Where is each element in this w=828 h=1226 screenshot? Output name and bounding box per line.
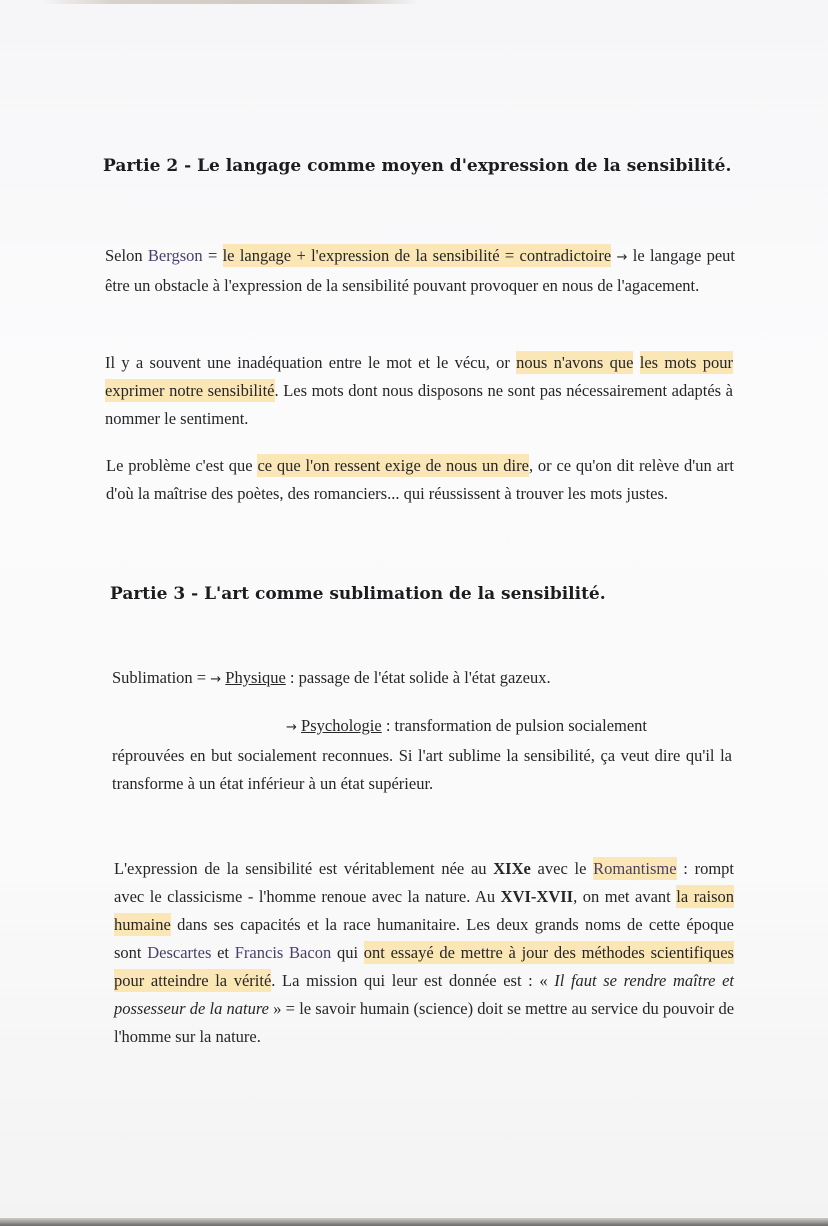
- history-paragraph: [114, 855, 734, 1051]
- sheet-top-edge: [40, 0, 420, 4]
- text: qui: [331, 943, 364, 962]
- text: réprouvées en but socialement reconnues. Si l'art sublime la sensibilité, ça veut dire qu'il la transforme à un état inférieur à un état supérieur.: [112, 746, 732, 793]
- text: =: [202, 246, 223, 265]
- highlight: les mots pour exprimer notre sensibilité: [105, 353, 734, 400]
- text: : transformation de pulsion socialement: [381, 716, 648, 735]
- quote: Il faut se rendre: [554, 971, 667, 990]
- part-2-heading: Partie 2 - Le langage comme moyen d'expression de la sensibilité.: [103, 156, 732, 176]
- quote: maître et possesseur de la nature: [114, 971, 735, 1018]
- highlight: ce que l'on ressent exige de nous un dire: [257, 456, 529, 475]
- text: . Les mots dont nous disposons ne sont pas nécessairement adaptés à nommer le sentiment.: [105, 381, 733, 428]
- sheet-bottom-edge: [0, 1218, 828, 1226]
- highlight: nous n'avons que: [516, 353, 634, 372]
- highlight: pour atteindre la vérité: [114, 971, 272, 990]
- text: avec le: [530, 859, 587, 878]
- part-2-paragraph-2: [105, 349, 733, 433]
- descartes-name: Descartes: [147, 943, 212, 962]
- text: . La mission qui leur est donnée est : «: [271, 971, 555, 990]
- sublimation-definition: [112, 664, 742, 694]
- text: Sublimation =: [112, 668, 211, 687]
- text: Selon: [105, 246, 148, 265]
- psychologie-first-line: [112, 712, 732, 742]
- psychologie-definition: [112, 712, 732, 798]
- text: et: [211, 943, 230, 962]
- text: , or ce qu'on dit relève d'un art d'où la maîtrise des poètes, des romanciers... qui réussissent à trouver les mots justes.: [106, 456, 734, 503]
- highlight: le langage + l'expression de la sensibilité = contradictoire: [222, 246, 612, 265]
- text: le langage peut être un obstacle à l'expression de la sensibilité pouvant provoquer en nous de l'agacement.: [105, 246, 736, 295]
- highlight: la raison humaine: [114, 887, 735, 934]
- bacon-name: Francis Bacon: [234, 943, 332, 962]
- text: : rompt avec le classicisme - l'homme renoue avec la nature. Au: [114, 859, 734, 906]
- romantisme-term: Romantisme: [593, 859, 677, 878]
- physique-term: Physique: [225, 668, 286, 687]
- text: Il y a souvent une inadéquation entre le mot et le vécu, or: [105, 353, 517, 372]
- text: au service du pouvoir de l'homme sur la nature.: [114, 999, 735, 1046]
- text: Le problème c'est que: [106, 456, 258, 475]
- text: : passage de l'état solide à l'état gazeux.: [285, 668, 551, 687]
- text: » = le savoir humain (science) doit se mettre: [269, 999, 568, 1018]
- part-3-heading: Partie 3 - L'art comme sublimation de la sensibilité.: [110, 584, 606, 604]
- century-label: XIXe: [493, 859, 531, 878]
- text: , on met avant: [573, 887, 677, 906]
- part-2-paragraph-3: [106, 452, 734, 508]
- highlight: ont essayé de mettre à jour des méthodes scientifiques: [363, 943, 734, 962]
- text: dans ses capacités et la race humanitaire. Les deux grands noms de cette époque sont: [114, 915, 734, 962]
- arrow-right-icon: →: [616, 250, 628, 265]
- part-2-paragraph-1: [105, 242, 735, 300]
- psychologie-term: Psychologie: [301, 716, 382, 735]
- bergson-name: Bergson: [147, 246, 203, 265]
- arrow-right-icon: →: [286, 720, 297, 735]
- period-label: XVI-XVII: [500, 887, 574, 906]
- text: L'expression de la sensibilité est véritablement née au: [114, 859, 494, 878]
- arrow-right-icon: →: [210, 672, 222, 687]
